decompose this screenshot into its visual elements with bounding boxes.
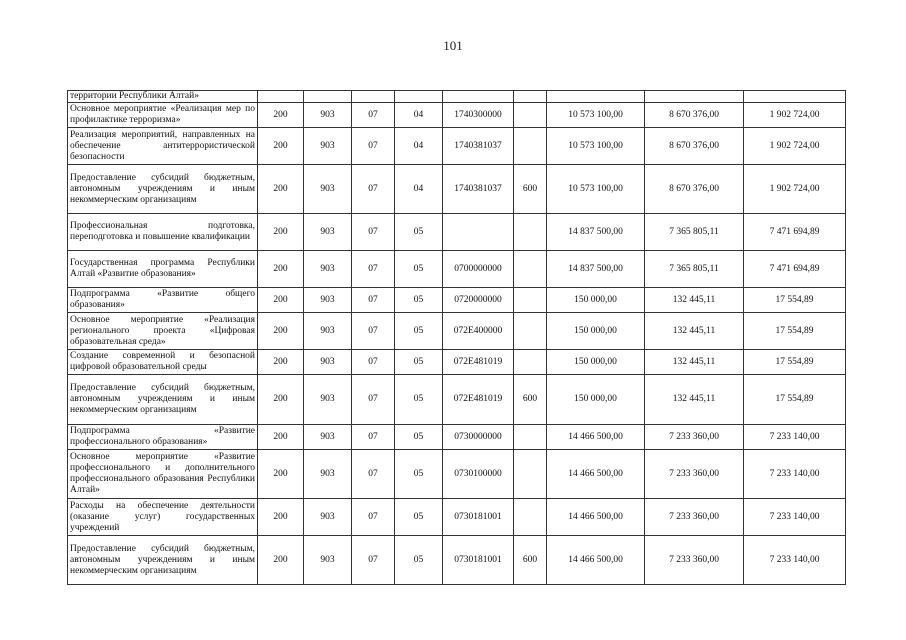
table-row — [68, 103, 846, 128]
row-amount-remaining: 1 902 724,00 — [744, 103, 846, 128]
row-amount-remaining: 7 233 140,00 — [744, 425, 846, 450]
row-section: 07 — [352, 425, 395, 450]
row-section — [352, 91, 395, 103]
row-target-article: 072E400000 — [443, 313, 514, 350]
row-section: 07 — [352, 251, 395, 288]
row-subsection: 05 — [395, 214, 443, 251]
row-amount-executed: 132 445,11 — [645, 288, 744, 313]
row-amount-executed: 7 233 360,00 — [645, 425, 744, 450]
row-amount-planned: 150 000,00 — [547, 313, 645, 350]
row-subsection: 05 — [395, 313, 443, 350]
row-chapter: 200 — [258, 313, 304, 350]
row-subsection: 05 — [395, 425, 443, 450]
row-subsection: 04 — [395, 103, 443, 128]
row-description: Создание современной и безопасной цифровой образовательной среды — [68, 350, 258, 375]
row-section: 07 — [352, 288, 395, 313]
budget-table — [67, 90, 846, 585]
row-amount-executed: 7 233 360,00 — [645, 499, 744, 536]
row-section: 07 — [352, 450, 395, 499]
row-description: Предоставление субсидий бюджетным, автономным учреждениям и иным некоммерческим организациям — [68, 165, 258, 214]
row-target-article: 072E481019 — [443, 350, 514, 375]
row-amount-remaining: 7 471 694,89 — [744, 214, 846, 251]
row-subsection: 05 — [395, 375, 443, 425]
row-chapter — [258, 91, 304, 103]
row-expense-type — [514, 288, 547, 313]
row-target-article: 1740381037 — [443, 165, 514, 214]
row-amount-remaining: 7 233 140,00 — [744, 536, 846, 585]
row-section: 07 — [352, 499, 395, 536]
row-ministry: 903 — [304, 499, 352, 536]
table-row — [68, 425, 846, 450]
row-ministry: 903 — [304, 214, 352, 251]
row-expense-type — [514, 450, 547, 499]
row-amount-planned: 10 573 100,00 — [547, 128, 645, 165]
row-amount-remaining: 17 554,89 — [744, 288, 846, 313]
row-target-article: 1740300000 — [443, 103, 514, 128]
row-subsection: 05 — [395, 251, 443, 288]
row-subsection: 04 — [395, 128, 443, 165]
row-chapter: 200 — [258, 425, 304, 450]
row-ministry: 903 — [304, 375, 352, 425]
table-row — [68, 288, 846, 313]
row-amount-remaining: 7 471 694,89 — [744, 251, 846, 288]
row-chapter: 200 — [258, 103, 304, 128]
row-subsection: 05 — [395, 350, 443, 375]
row-amount-executed: 8 670 376,00 — [645, 128, 744, 165]
table-row — [68, 128, 846, 165]
row-chapter: 200 — [258, 499, 304, 536]
row-expense-type — [514, 251, 547, 288]
row-chapter: 200 — [258, 214, 304, 251]
row-description: Предоставление субсидий бюджетным, автономным учреждениям и иным некоммерческим организациям — [68, 536, 258, 585]
row-subsection: 05 — [395, 536, 443, 585]
row-section: 07 — [352, 165, 395, 214]
row-expense-type — [514, 103, 547, 128]
row-description: Предоставление субсидий бюджетным, автономным учреждениям и иным некоммерческим организациям — [68, 375, 258, 425]
row-amount-planned: 14 466 500,00 — [547, 425, 645, 450]
row-amount-planned: 150 000,00 — [547, 375, 645, 425]
row-amount-planned: 150 000,00 — [547, 288, 645, 313]
row-description: Государственная программа Республики Алтай «Развитие образования» — [68, 251, 258, 288]
row-amount-planned: 10 573 100,00 — [547, 103, 645, 128]
row-expense-type — [514, 128, 547, 165]
row-target-article: 0730181001 — [443, 536, 514, 585]
table-row — [68, 165, 846, 214]
row-ministry: 903 — [304, 128, 352, 165]
row-target-article: 072E481019 — [443, 375, 514, 425]
row-expense-type: 600 — [514, 536, 547, 585]
row-amount-executed: 132 445,11 — [645, 375, 744, 425]
row-chapter: 200 — [258, 251, 304, 288]
row-amount-planned: 14 837 500,00 — [547, 251, 645, 288]
row-description: Реализация мероприятий, направленных на обеспечение антитеррористической безопасности — [68, 128, 258, 165]
row-target-article — [443, 91, 514, 103]
table-row — [68, 91, 846, 103]
row-amount-planned: 14 837 500,00 — [547, 214, 645, 251]
table-row — [68, 375, 846, 425]
row-description: территории Республики Алтай» — [68, 91, 258, 103]
row-expense-type: 600 — [514, 375, 547, 425]
row-expense-type — [514, 499, 547, 536]
row-amount-remaining: 17 554,89 — [744, 375, 846, 425]
row-amount-executed: 8 670 376,00 — [645, 165, 744, 214]
row-section: 07 — [352, 536, 395, 585]
row-amount-planned: 10 573 100,00 — [547, 165, 645, 214]
row-amount-remaining: 17 554,89 — [744, 313, 846, 350]
row-amount-planned: 14 466 500,00 — [547, 536, 645, 585]
row-amount-executed: 7 233 360,00 — [645, 450, 744, 499]
row-chapter: 200 — [258, 536, 304, 585]
row-chapter: 200 — [258, 128, 304, 165]
row-subsection: 04 — [395, 165, 443, 214]
row-target-article: 0730100000 — [443, 450, 514, 499]
row-amount-executed: 7 365 805,11 — [645, 214, 744, 251]
row-amount-planned: 14 466 500,00 — [547, 499, 645, 536]
row-expense-type — [514, 214, 547, 251]
row-chapter: 200 — [258, 350, 304, 375]
table-row — [68, 499, 846, 536]
row-expense-type — [514, 350, 547, 375]
row-target-article: 0700000000 — [443, 251, 514, 288]
row-section: 07 — [352, 214, 395, 251]
table-row — [68, 251, 846, 288]
row-target-article: 0730181001 — [443, 499, 514, 536]
row-description: Подпрограмма «Развитие профессионального образования» — [68, 425, 258, 450]
row-subsection: 05 — [395, 288, 443, 313]
row-expense-type — [514, 425, 547, 450]
row-ministry: 903 — [304, 425, 352, 450]
table-row — [68, 214, 846, 251]
row-chapter: 200 — [258, 288, 304, 313]
row-ministry: 903 — [304, 288, 352, 313]
row-description: Основное мероприятие «Реализация мер по профилактике терроризма» — [68, 103, 258, 128]
row-ministry: 903 — [304, 165, 352, 214]
row-ministry: 903 — [304, 350, 352, 375]
table-body — [68, 91, 846, 585]
row-amount-remaining — [744, 91, 846, 103]
row-section: 07 — [352, 350, 395, 375]
row-amount-executed: 7 365 805,11 — [645, 251, 744, 288]
row-amount-executed: 132 445,11 — [645, 313, 744, 350]
row-description: Профессиональная подготовка, переподготовка и повышение квалификации — [68, 214, 258, 251]
row-description: Расходы на обеспечение деятельности (оказание услуг) государственных учреждений — [68, 499, 258, 536]
row-amount-remaining: 1 902 724,00 — [744, 128, 846, 165]
row-amount-remaining: 17 554,89 — [744, 350, 846, 375]
row-amount-executed — [645, 91, 744, 103]
row-description: Подпрограмма «Развитие общего образования» — [68, 288, 258, 313]
row-section: 07 — [352, 375, 395, 425]
row-amount-executed: 7 233 360,00 — [645, 536, 744, 585]
row-amount-executed: 8 670 376,00 — [645, 103, 744, 128]
row-amount-planned — [547, 91, 645, 103]
table-row — [68, 350, 846, 375]
row-expense-type: 600 — [514, 165, 547, 214]
table-row — [68, 313, 846, 350]
row-expense-type — [514, 313, 547, 350]
row-subsection: 05 — [395, 499, 443, 536]
row-ministry: 903 — [304, 313, 352, 350]
row-amount-remaining: 1 902 724,00 — [744, 165, 846, 214]
row-expense-type — [514, 91, 547, 103]
row-subsection — [395, 91, 443, 103]
row-amount-executed: 132 445,11 — [645, 350, 744, 375]
row-ministry: 903 — [304, 103, 352, 128]
row-amount-remaining: 7 233 140,00 — [744, 450, 846, 499]
table-row — [68, 536, 846, 585]
row-chapter: 200 — [258, 165, 304, 214]
row-target-article: 0730000000 — [443, 425, 514, 450]
row-section: 07 — [352, 103, 395, 128]
row-description: Основное мероприятие «Развитие профессионального и дополнительного профессионального образования Республики Алтай» — [68, 450, 258, 499]
row-description: Основное мероприятие «Реализация регионального проекта «Цифровая образовательная среда» — [68, 313, 258, 350]
row-ministry: 903 — [304, 450, 352, 499]
row-section: 07 — [352, 128, 395, 165]
row-ministry: 903 — [304, 536, 352, 585]
row-chapter: 200 — [258, 450, 304, 499]
row-ministry — [304, 91, 352, 103]
row-target-article: 1740381037 — [443, 128, 514, 165]
row-section: 07 — [352, 313, 395, 350]
row-ministry: 903 — [304, 251, 352, 288]
row-target-article — [443, 214, 514, 251]
page-number: 101 — [443, 38, 463, 53]
table-row — [68, 450, 846, 499]
row-amount-planned: 150 000,00 — [547, 350, 645, 375]
row-target-article: 0720000000 — [443, 288, 514, 313]
row-amount-remaining: 7 233 140,00 — [744, 499, 846, 536]
row-subsection: 05 — [395, 450, 443, 499]
row-amount-planned: 14 466 500,00 — [547, 450, 645, 499]
row-chapter: 200 — [258, 375, 304, 425]
